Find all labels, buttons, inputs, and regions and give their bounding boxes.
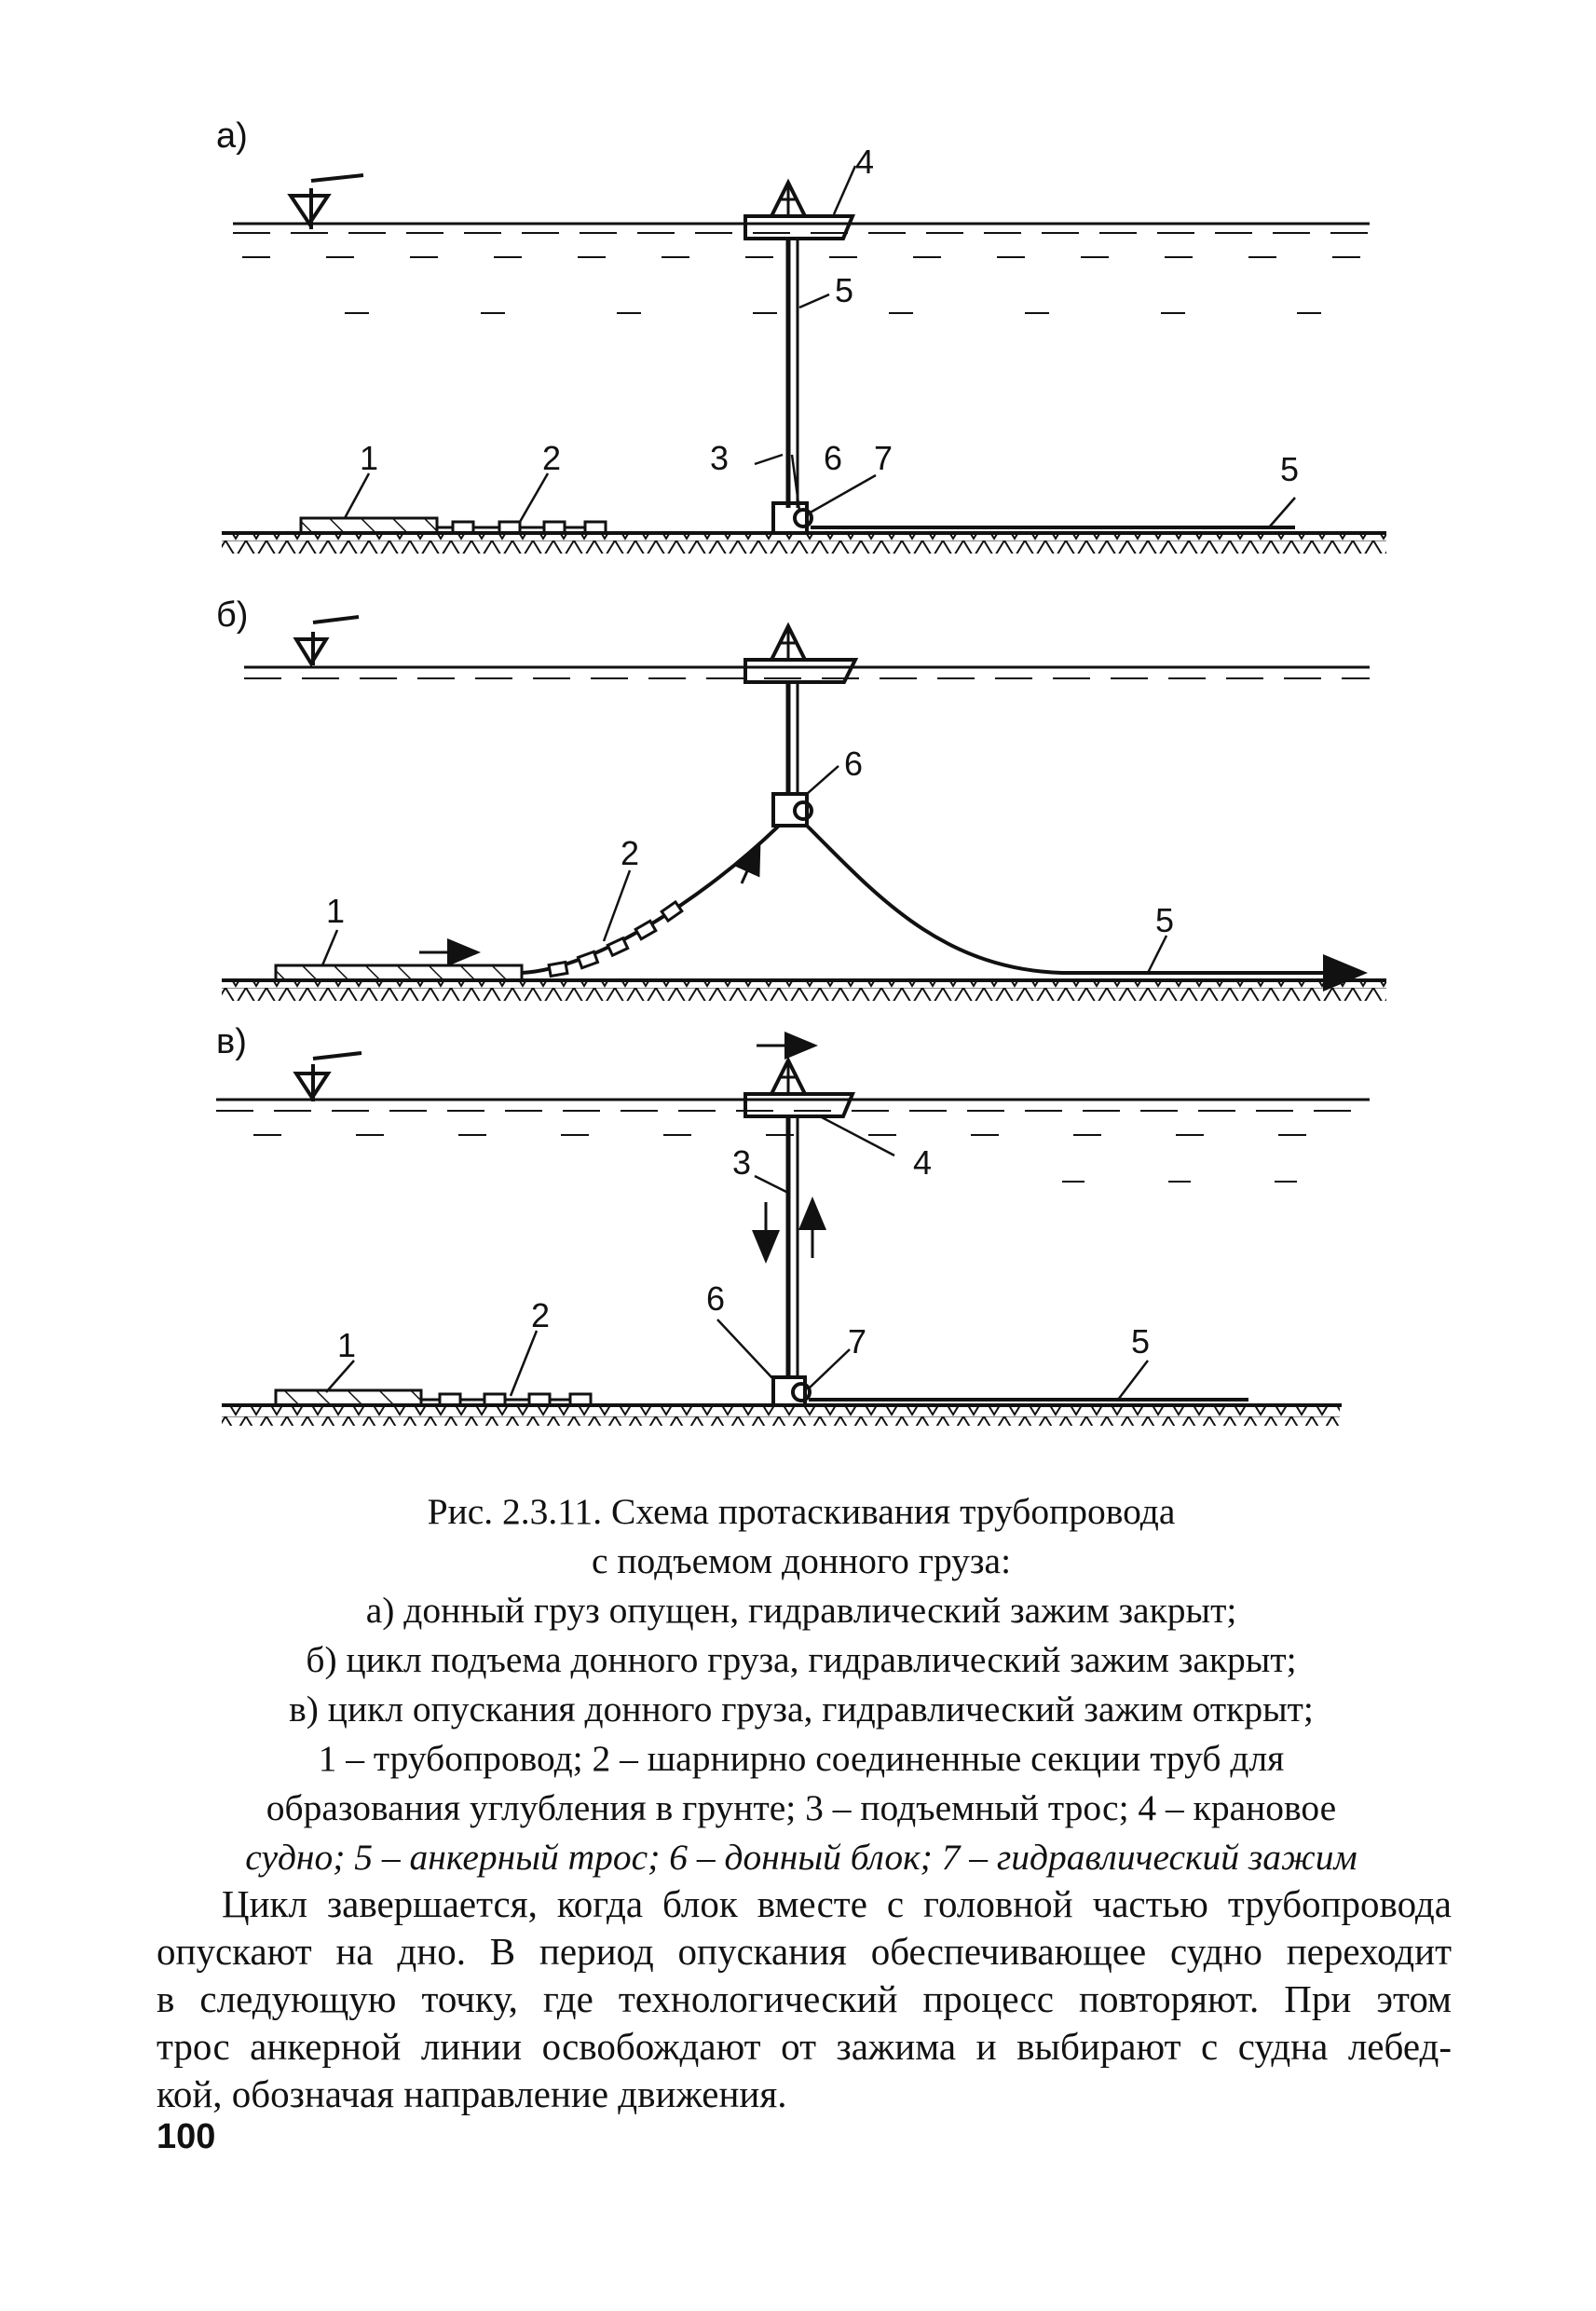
caption-title-line-2: с подъемом донного груза: [591, 1540, 1012, 1581]
hydraulic-clamp-icon [793, 1384, 810, 1401]
body-line: Цикл завершается, когда блок вместе с головной частью трубопровода [222, 1882, 1452, 1925]
panel-a-label: а) [216, 116, 248, 156]
body-line: трос анкерной линии освобождают от зажима и выбирают с судна лебед- [157, 2025, 1452, 2068]
callout-1: 1 [337, 1326, 357, 1364]
callout-1: 1 [326, 892, 346, 930]
pipeline [276, 965, 522, 980]
figure-caption [158, 1487, 1444, 1882]
callout-1: 1 [360, 439, 379, 477]
callout-6: 6 [706, 1279, 726, 1318]
body-line: кой, обозначая направление движения. [157, 2072, 787, 2115]
callout-5: 5 [1155, 901, 1175, 939]
water-level-icon [296, 617, 359, 665]
seabed [222, 533, 1386, 554]
callout-4: 4 [855, 143, 875, 181]
pipeline [276, 1390, 421, 1405]
pipeline [301, 518, 437, 533]
panel-b [216, 595, 1386, 1001]
callout-5: 5 [835, 271, 854, 309]
caption-item-b: б) цикл подъема донного груза, гидравлический зажим закрыт; [306, 1639, 1297, 1680]
panel-c-label: в) [216, 1022, 247, 1061]
callout-5: 5 [1131, 1322, 1151, 1361]
seabed [222, 980, 1386, 1001]
callout-6: 6 [844, 745, 864, 783]
panel-b-label: б) [216, 595, 249, 635]
page-number: 100 [157, 2117, 216, 2156]
water-surface [244, 667, 1370, 678]
hydraulic-clamp-icon [795, 802, 812, 819]
callout-2: 2 [621, 834, 640, 872]
crane-vessel-icon [745, 1060, 853, 1116]
callout-2: 2 [531, 1296, 551, 1334]
caption-legend-line-1: 1 – трубопровод; 2 – шарнирно соединенные секции труб для [318, 1738, 1285, 1779]
callout-5: 5 [1280, 450, 1300, 488]
callout-2: 2 [542, 439, 562, 477]
water-surface [216, 1100, 1370, 1182]
caption-item-c: в) цикл опускания донного груза, гидравлический зажим открыт; [289, 1689, 1314, 1730]
caption-item-a: а) донный груз опущен, гидравлический зажим закрыт; [365, 1590, 1237, 1631]
callout-3: 3 [710, 439, 730, 477]
callout-7: 7 [848, 1322, 867, 1361]
panel-c [216, 1022, 1370, 1426]
callout-6: 6 [824, 439, 843, 477]
water-level-icon [291, 175, 363, 229]
body-line: опускают на дно. В период опускания обеспечивающее судно переходит [157, 1930, 1452, 1973]
pipe-sections [522, 826, 779, 973]
body-line: в следующую точку, где технологический процесс повторяют. При этом [157, 1977, 1452, 2020]
callout-3: 3 [732, 1143, 752, 1182]
panel-a [216, 116, 1386, 554]
caption-legend-line-3: судно; 5 – анкерный трос; 6 – донный блок; 7 – гидравлический зажим [245, 1837, 1357, 1878]
callout-7: 7 [874, 439, 893, 477]
callout-4: 4 [913, 1143, 933, 1182]
crane-vessel-icon [745, 626, 855, 682]
body-paragraph [157, 1880, 1452, 2118]
seabed [222, 1405, 1340, 1426]
anchor-cable [807, 826, 1323, 973]
water-level-icon [296, 1053, 361, 1101]
caption-title-line-1: Рис. 2.3.11. Схема протаскивания трубопровода [427, 1491, 1176, 1532]
caption-legend-line-2: образования углубления в грунте; 3 – подъемный трос; 4 – крановое [266, 1787, 1337, 1828]
